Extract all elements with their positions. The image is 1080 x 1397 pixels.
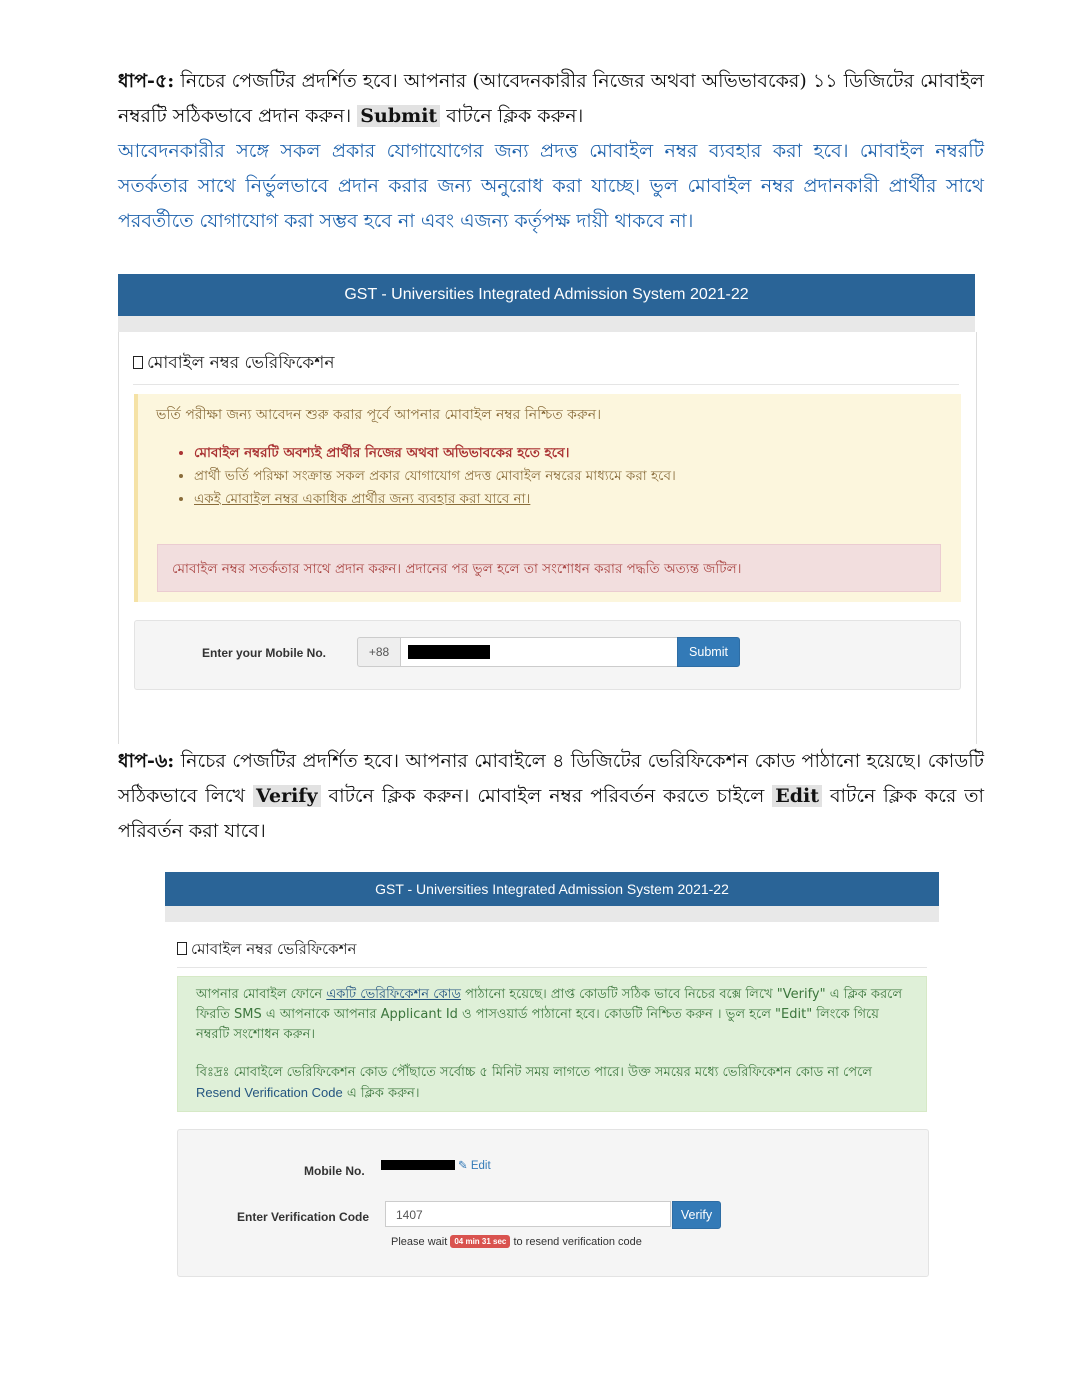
countdown-badge: 04 min 31 sec (450, 1235, 510, 1248)
app-header: GST - Universities Integrated Admission System 2021-22 (165, 872, 939, 906)
verification-form (177, 1129, 929, 1277)
step6-paragraph (118, 744, 984, 849)
submit-word-highlight: Submit (357, 105, 440, 127)
verification-code-link[interactable]: একটি ভেরিফিকেশন কোড (326, 987, 461, 1002)
step6-line2c: বাটনে ক্লিক করে তা (829, 785, 985, 807)
step6-line3: পরিবর্তন করা যাবে। (118, 820, 266, 842)
mobile-label: Mobile No. (304, 1164, 365, 1178)
step6-line2a: সঠিকভাবে লিখে (118, 785, 245, 807)
redacted-number (408, 645, 490, 659)
step6-line2b: বাটনে ক্লিক করুন। মোবাইল নম্বর পরিবর্তন করতে চাইলে (328, 785, 765, 807)
warning-alert (134, 394, 961, 602)
list-item: • একই মোবাইল নম্বর একাধিক প্রার্থীর জন্য ব্যবহার করা যাবে না। (194, 488, 676, 511)
phone-icon (177, 942, 187, 955)
panel-title (177, 938, 927, 968)
screenshot-verification (165, 872, 939, 1282)
verify-button[interactable]: Verify (672, 1201, 721, 1229)
step5-label: ধাপ-৫: (118, 70, 175, 92)
step5-line1: নিচের পেজটির প্রদর্শিত হবে। আপনার (আবেদনকারীর নিজের অথবা অভিভাবকের) ১১ ডিজিটের মোবাইল (180, 70, 984, 92)
redacted-number (381, 1160, 455, 1170)
warning-lead: ভর্তি পরীক্ষা জন্য আবেদন শুরু করার পূর্বে আপনার মোবাইল নম্বর নিশ্চিত করুন। (156, 407, 602, 423)
edit-word-highlight: Edit (772, 785, 822, 807)
mobile-input[interactable] (400, 637, 678, 667)
panel-title (133, 350, 959, 385)
step5-note: আবেদনকারীর সঙ্গে সকল প্রকার যোগাযোগের জন্য প্রদত্ত মোবাইল নম্বর ব্যবহার করা হবে। মোবাইল নম্বরটি সতর্কতার সাথে নির্ভুলভাবে প্রদান করার জন্য অনুরোধ করা যাচ্ছে। ভুল মোবাইল নম্বর প্রদানকারী প্রার্থীর সাথে পরবর্তীতে যোগাযোগ করা সম্ভব হবে না এবং এজন্য কর্তৃপক্ষ দায়ী থাকবে না। (118, 140, 984, 232)
panel-body (118, 332, 977, 744)
note-text: বিঃদ্রঃ মোবাইলে ভেরিফিকেশন কোড পৌঁছাতে সর্বোচ্চ ৫ মিনিট সময় লাগতে পারে। উক্ত সময়ের মধ্যে ভেরিফিকেশন কোড না পেলে (196, 1065, 872, 1080)
code-value: 1407 (396, 1208, 423, 1222)
mobile-label: Enter your Mobile No. (202, 646, 327, 660)
edit-link-text: Edit (470, 1160, 491, 1172)
step5-line2b: বাটনে ক্লিক করুন। (446, 105, 584, 127)
wait-text: to resend verification code (513, 1236, 642, 1248)
success-alert (177, 976, 927, 1112)
verification-note (196, 1063, 908, 1104)
list-item: • প্রার্থী ভর্তি পরিক্ষা সংক্রান্ত সকল প্রকার যোগাযোগ প্রদত্ত মোবাইল নম্বরের মাধ্যমে করা হবে। (194, 465, 676, 488)
list-item: • মোবাইল নম্বরটি অবশ্যই প্রার্থীর নিজের অথবা অভিভাবকের হতে হবে। (194, 442, 676, 465)
step5-paragraph (118, 64, 984, 239)
message-text: আপনার মোবাইল ফোনে (196, 987, 323, 1002)
resend-timer-text (391, 1235, 642, 1248)
step5-line2a: নম্বরটি সঠিকভাবে প্রদান করুন। (118, 105, 352, 127)
app-header: GST - Universities Integrated Admission System 2021-22 (118, 274, 975, 316)
danger-text: মোবাইল নম্বর সতর্কতার সাথে প্রদান করুন। প্রদানের পর ভুল হলে তা সংশোধন করার পদ্ধতি অত্যন্ত জটিল। (172, 561, 742, 577)
phone-icon (133, 356, 143, 369)
country-code-addon: +88 (357, 637, 401, 667)
header-strip (118, 316, 975, 332)
panel-title-text: মোবাইল নম্বর ভেরিফিকেশন (147, 353, 335, 373)
step6-line1: নিচের পেজটির প্রদর্শিত হবে। আপনার মোবাইলে ৪ ডিজিটের ভেরিফিকেশন কোড পাঠানো হয়েছে। কোডটি (180, 750, 984, 772)
verification-message (196, 985, 908, 1045)
wait-text: Please wait (391, 1236, 448, 1248)
submit-button[interactable]: Submit (677, 637, 740, 667)
step6-label: ধাপ-৬: (118, 750, 175, 772)
mobile-form (134, 620, 961, 690)
code-label: Enter Verification Code (237, 1210, 370, 1224)
verification-code-input[interactable] (385, 1201, 671, 1227)
edit-icon: ✎ (458, 1160, 468, 1172)
header-strip (165, 906, 939, 922)
danger-alert (157, 544, 941, 592)
resend-code-link[interactable]: Resend Verification Code (196, 1085, 343, 1100)
resend-tail-text: এ ক্লিক করুন। (346, 1086, 420, 1101)
warning-list (176, 442, 676, 511)
panel-title-text: মোবাইল নম্বর ভেরিফিকেশন (191, 940, 357, 958)
verify-word-highlight: Verify (253, 785, 321, 807)
screenshot-mobile-entry (118, 274, 975, 744)
message-text: পাঠানো হয়েছে। প্রাপ্ত কোডটি সঠিক ভাবে নিচের বক্সে লিখে "Verify" এ ক্লিক করলে ফিরতি SMS এ আপনাকে আপনার Applicant Id ও পাসওয়ার্ড পাঠানো হবে। কোডটি নিশ্চিত করুন । ভুল হলে "Edit" লিংকে গিয়ে নম্বরটি সংশোধন করুন। (196, 987, 903, 1042)
edit-link[interactable] (458, 1158, 491, 1172)
